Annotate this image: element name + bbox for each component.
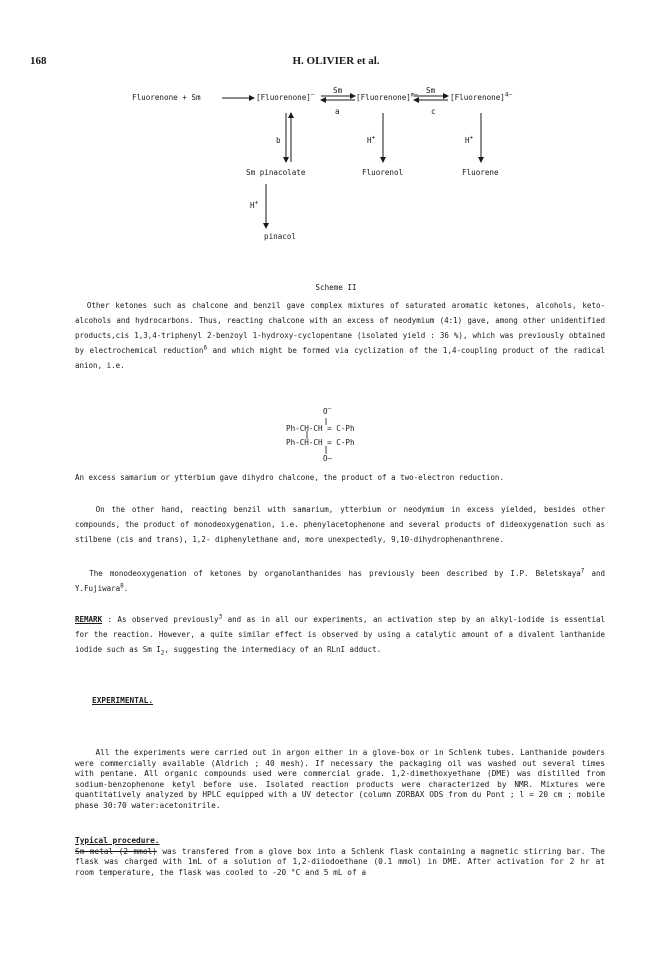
remark-label: REMARK [75, 615, 103, 624]
arrow-c-label: c [431, 107, 436, 116]
paragraph-ketones: Other ketones such as chalcone and benzil gave complex mixtures of saturated aromatic ketones, alcohols, keto-alcohols and hydrocarbons. Thus, reacting chalcone with an excess of neodymium (4:1) gave, among other unidentified products,cis 1,3,4-triphenyl 2-benzoyl 1-hydroxy-cyclopentane (isolated yield : 36 %), which was previously obtained by electrochemical reduction$^6$ and which might be formed via cyclization of the 1,4-coupling product of the radical anion, i.e. [75, 301, 606, 370]
arrow-a-label: a [335, 107, 340, 116]
arrow-b-label: b [276, 136, 281, 145]
scheme-arrows [0, 0, 672, 260]
running-title: H. OLIVIER et al. [292, 55, 380, 67]
scheme-species-1: [Fluorenone]– [256, 91, 315, 102]
structure-line-1: Ph-CH-CH = C-Ph [286, 424, 355, 433]
product-pinacol: pinacol [264, 232, 297, 241]
structure-oxygen-bottom: O– [323, 454, 333, 463]
arrow-a-reagent: Sm [333, 86, 343, 95]
structure-oxygen-top: O– [323, 405, 332, 416]
proton-label-3: H+ [250, 199, 259, 210]
page-number: 168 [30, 55, 47, 67]
experimental-body: All the experiments were carried out in argon either in a glove-box or in Schlenk tubes. Lanthanide powders were commercially available (Aldrich ; 40 mesh). If necessary the packaging oil was washed out several times with pentane. All organic compounds used were commercial grade. 1,2-dimethoxyethane (DME) was distilled from sodium-benzophenone ketyl before use. Isolated reaction products were characterized by NMR. Mixtures were quantitatively analyzed by HPLC equipped with a UV detector (column ZORBAX ODS from du Pont ; l = 20 cm ; mobile phase 30:70 water:acetonitrile. [75, 748, 605, 810]
typical-procedure: Typical procedure. Sm metal (2 mmol) was transfered from a glove box into a Schlenk flask containing a magnetic stirring bar. The flask was charged with 1mL of a solution of 1,2-diiodoethane (0.1 mmol) in DME. After activation for 2 hr at room temperature, the flask was cooled to -20 °C and 5 mL of a [75, 836, 605, 877]
product-sm-pinacolate: Sm pinacolate [246, 168, 306, 177]
paragraph-benzil: On the other hand, reacting benzil with samarium, ytterbium or neodymium in excess yielded, besides other compounds, the product of monodeoxygenation, i.e. phenylacetophenone and several products of dideoxygenation such as stilbene (cis and trans), 1,2- diphenylethane and, more unexpectedly, 9,10-dihydrophenanthrene. [75, 505, 605, 544]
scheme-caption: Scheme II [315, 283, 357, 292]
scheme-species-3: [Fluorenone]$^{4-}$ [450, 91, 513, 102]
typical-procedure-heading: Typical procedure. [75, 836, 160, 845]
proton-label-1: H+ [367, 134, 376, 145]
scheme-species-2: [Fluorenone]$^{m-}$ [356, 91, 419, 102]
structure-line-2: Ph-CH-CH = C-Ph [286, 438, 355, 447]
paragraph-monodeoxygenation: The monodeoxygenation of ketones by organolanthanides has previously been described by I.P. Beletskaya$^7$ and Y.Fujiwara$^8$. [75, 567, 606, 593]
experimental-heading: EXPERIMENTAL. [92, 696, 154, 705]
paragraph-remark: REMARK : As observed previously$^3$ and as in all our experiments, an activation step by an alkyl-iodide is essential for the reaction. However, a quite similar effect is observed by using a catalytic amount of a divalent lanthanide iodide such as Sm $I_2$, suggesting the intermediacy of an RLnI adduct. [75, 613, 605, 657]
product-fluorene: Fluorene [462, 168, 499, 177]
scheme-reactant: Fluorenone + Sm [132, 93, 201, 102]
arrow-c-reagent: Sm [426, 86, 436, 95]
proton-label-2: H+ [465, 134, 474, 145]
product-fluorenol: Fluorenol [362, 168, 404, 177]
typical-procedure-sm-metal: Sm metal (2 mmol) [75, 846, 157, 856]
paragraph-excess-samarium: An excess samarium or ytterbium gave dihydro chalcone, the product of a two-electron reduction. [75, 473, 504, 482]
